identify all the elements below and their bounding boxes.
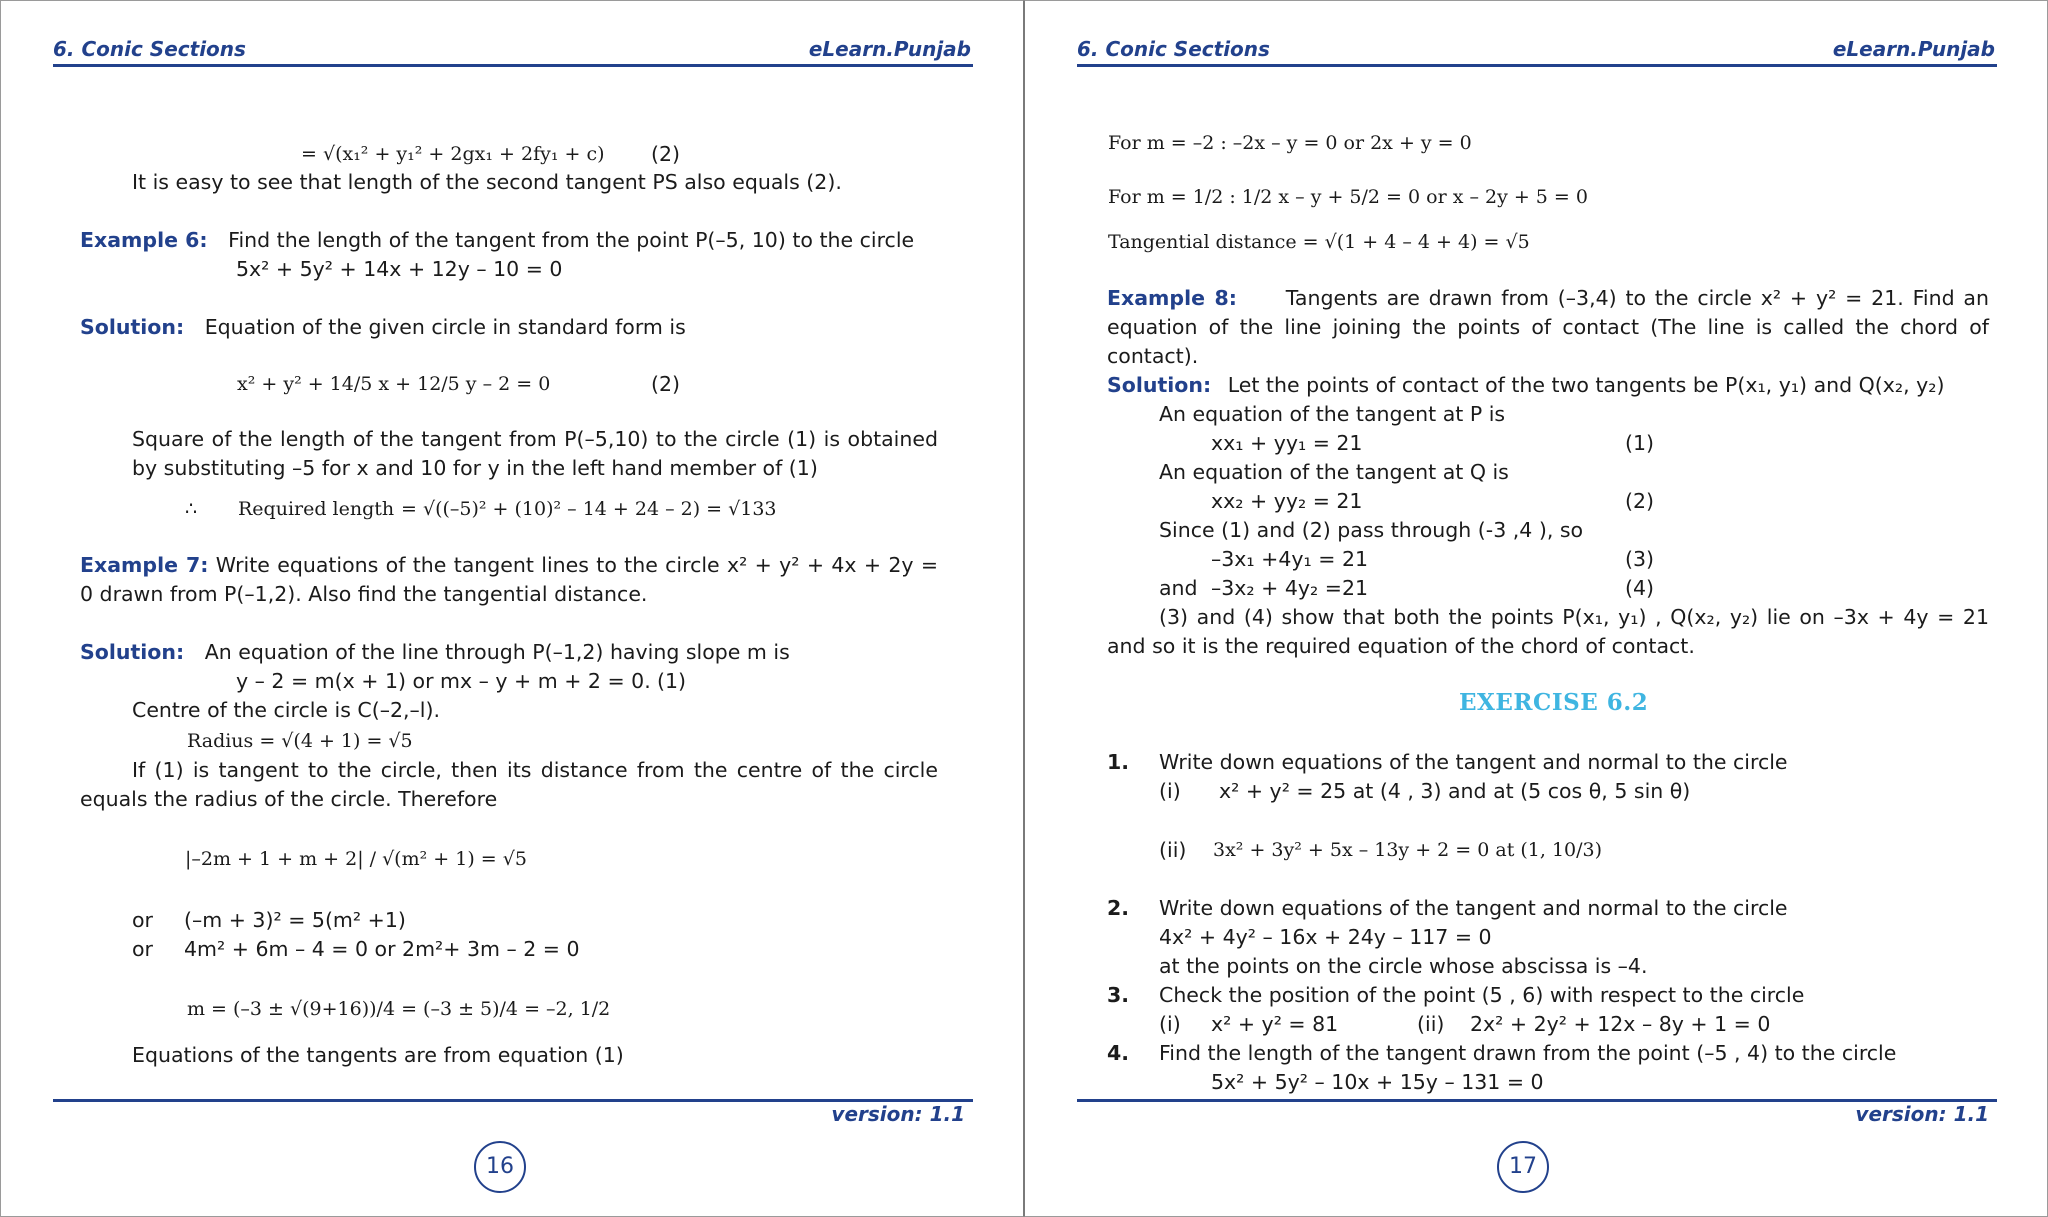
footer-version: version: 1.1 xyxy=(1855,1102,1989,1126)
question-3-text: Check the position of the point (5 , 6) with respect to the circle xyxy=(1159,983,1805,1007)
question-2-text: Write down equations of the tangent and normal to the circle xyxy=(1159,896,1788,920)
equation-3: –3x₁ +4y₁ = 21 xyxy=(1211,547,1369,571)
and-word: and xyxy=(1159,576,1198,600)
question-1-part-i: x² + y² = 25 at (4 , 3) and at (5 cos θ, 5 sin θ) xyxy=(1219,779,1691,803)
example-8 xyxy=(1107,284,1989,371)
page-number: 17 xyxy=(1497,1141,1549,1193)
right-page xyxy=(1024,0,2048,1217)
square-length-paragraph: Square of the length of the tangent from P(–5,10) to the circle (1) is obtained by substituting –5 for x and 10 for y in the left hand member of (1) xyxy=(132,427,938,480)
equation-number: (3) xyxy=(1625,547,1655,571)
exercise-title: EXERCISE 6.2 xyxy=(1459,689,1649,716)
question-4-equation: 5x² + 5y² – 10x + 15y – 131 = 0 xyxy=(1211,1070,1544,1094)
example-6-label: Example 6: xyxy=(80,228,208,252)
question-4-number: 4. xyxy=(1107,1041,1130,1065)
tangents-from-equation: Equations of the tangents are from equation (1) xyxy=(132,1043,624,1067)
question-2-equation: 4x² + 4y² – 16x + 24y – 117 = 0 xyxy=(1159,925,1492,949)
page-number: 16 xyxy=(474,1141,526,1193)
required-length-label: Required length xyxy=(238,498,395,520)
required-length-equation: = √((–5)² + (10)² – 14 + 24 – 2) = √133 xyxy=(401,498,777,520)
tangent-condition-paragraph: If (1) is tangent to the circle, then its distance from the centre of the circle equals the radius of the circle. Therefore xyxy=(80,758,938,811)
question-2-tail: at the points on the circle whose abscissa is –4. xyxy=(1159,954,1648,978)
question-2-number: 2. xyxy=(1107,896,1130,920)
equation-number: (1) xyxy=(657,669,687,693)
solution-8 xyxy=(1107,372,1945,398)
example-6 xyxy=(80,227,914,253)
equation-number: (2) xyxy=(651,372,681,396)
question-1-part-ii: 3x² + 3y² + 5x – 13y + 2 = 0 at (1, 10/3) xyxy=(1213,839,1603,861)
tangent-at-q-line: An equation of the tangent at Q is xyxy=(1159,460,1509,484)
standard-form-equation: x² + y² + 14/5 x + 12/5 y – 2 = 0 xyxy=(237,373,551,395)
question-3-number: 3. xyxy=(1107,983,1130,1007)
equation-number: (1) xyxy=(1625,431,1655,455)
line-equation: y – 2 = m(x + 1) or mx – y + m + 2 = 0. xyxy=(236,669,651,693)
question-1-number: 1. xyxy=(1107,750,1130,774)
solution-8-text: Let the points of contact of the two tangents be P(x₁, y₁) and Q(x₂, y₂) xyxy=(1227,373,1945,397)
tangent-at-p-equation: xx₁ + yy₁ = 21 xyxy=(1211,431,1363,455)
or-word: or xyxy=(132,908,153,932)
solution-7-label: Solution: xyxy=(80,640,185,664)
conclusion-paragraph: (3) and (4) show that both the points P(x₁, y₁) , Q(x₂, y₂) lie on –3x + 4y = 21 and so it is the required equation of the chord of contact. xyxy=(1107,605,1989,658)
question-3-part-ii: 2x² + 2y² + 12x – 8y + 1 = 0 xyxy=(1470,1012,1771,1036)
footer-version: version: 1.1 xyxy=(831,1102,965,1126)
slope-solution: m = (–3 ± √(9+16))/4 = (–3 ± 5)/4 = –2, 1/2 xyxy=(187,998,611,1020)
tangent-at-p-line: An equation of the tangent at P is xyxy=(1159,402,1506,426)
question-3-part-i-label: (i) xyxy=(1159,1012,1181,1036)
solution-8-label: Solution: xyxy=(1107,373,1212,397)
example-7 xyxy=(80,551,938,609)
example-6-equation: 5x² + 5y² + 14x + 12y – 10 = 0 xyxy=(236,257,563,281)
solution-7 xyxy=(80,639,790,665)
or-equation-2: 4m² + 6m – 4 = 0 or 2m²+ 3m – 2 = 0 xyxy=(184,937,580,961)
header-rule xyxy=(1077,64,1997,67)
example-7-label: Example 7: xyxy=(80,553,209,577)
or-equation-1: (–m + 3)² = 5(m² +1) xyxy=(184,908,406,932)
example-8-text: Tangents are drawn from (–3,4) to the circle x² + y² = 21. Find an equation of the line joining the points of contact (The line is called the chord of contact). xyxy=(1107,286,1989,368)
for-m-half: For m = 1/2 : 1/2 x – y + 5/2 = 0 or x – 2y + 5 = 0 xyxy=(1108,186,1588,208)
solution-6 xyxy=(80,314,686,340)
therefore-symbol: ∴ xyxy=(185,498,198,520)
example-7-text: Write equations of the tangent lines to the circle x² + y² + 4x + 2y = 0 drawn from P(–1,2). Also find the tangential distance. xyxy=(80,553,938,606)
equation-4: –3x₂ + 4y₂ =21 xyxy=(1211,576,1369,600)
solution-6-text: Equation of the given circle in standard form is xyxy=(204,315,686,339)
ps-line: It is easy to see that length of the second tangent PS also equals (2). xyxy=(132,170,842,194)
question-1-text: Write down equations of the tangent and normal to the circle xyxy=(1159,750,1788,774)
question-1-part-i-label: (i) xyxy=(1159,779,1181,803)
question-1-part-ii-label: (ii) xyxy=(1159,838,1187,862)
header-brand: eLearn.Punjab xyxy=(1832,37,1995,61)
header-title: 6. Conic Sections xyxy=(1077,37,1270,61)
equation-2-top: = √(x₁² + y₁² + 2gx₁ + 2fy₁ + c) xyxy=(301,143,605,165)
example-6-text: Find the length of the tangent from the point P(–5, 10) to the circle xyxy=(228,228,915,252)
equation-number: (4) xyxy=(1625,576,1655,600)
header-rule xyxy=(53,64,973,67)
for-m-minus-2: For m = –2 : –2x – y = 0 or 2x + y = 0 xyxy=(1108,132,1472,154)
example-8-label: Example 8: xyxy=(1107,286,1237,310)
question-3-part-ii-label: (ii) xyxy=(1417,1012,1445,1036)
equation-number: (2) xyxy=(1625,489,1655,513)
pass-through-line: Since (1) and (2) pass through (-3 ,4 ), so xyxy=(1159,518,1584,542)
distance-equation: |–2m + 1 + m + 2| / √(m² + 1) = √5 xyxy=(185,848,527,870)
header-title: 6. Conic Sections xyxy=(53,37,246,61)
question-4-text: Find the length of the tangent drawn from the point (–5 , 4) to the circle xyxy=(1159,1041,1897,1065)
solution-6-label: Solution: xyxy=(80,315,185,339)
equation-number: (2) xyxy=(651,142,681,166)
question-3-part-i: x² + y² = 81 xyxy=(1211,1012,1339,1036)
header-brand: eLearn.Punjab xyxy=(808,37,971,61)
solution-7-text: An equation of the line through P(–1,2) having slope m is xyxy=(204,640,790,664)
tangent-at-q-equation: xx₂ + yy₂ = 21 xyxy=(1211,489,1363,513)
tangential-distance: Tangential distance = √(1 + 4 – 4 + 4) = √5 xyxy=(1108,231,1530,253)
centre-line: Centre of the circle is C(–2,–l). xyxy=(132,698,441,722)
or-word: or xyxy=(132,937,153,961)
radius-line: Radius = √(4 + 1) = √5 xyxy=(187,730,413,752)
